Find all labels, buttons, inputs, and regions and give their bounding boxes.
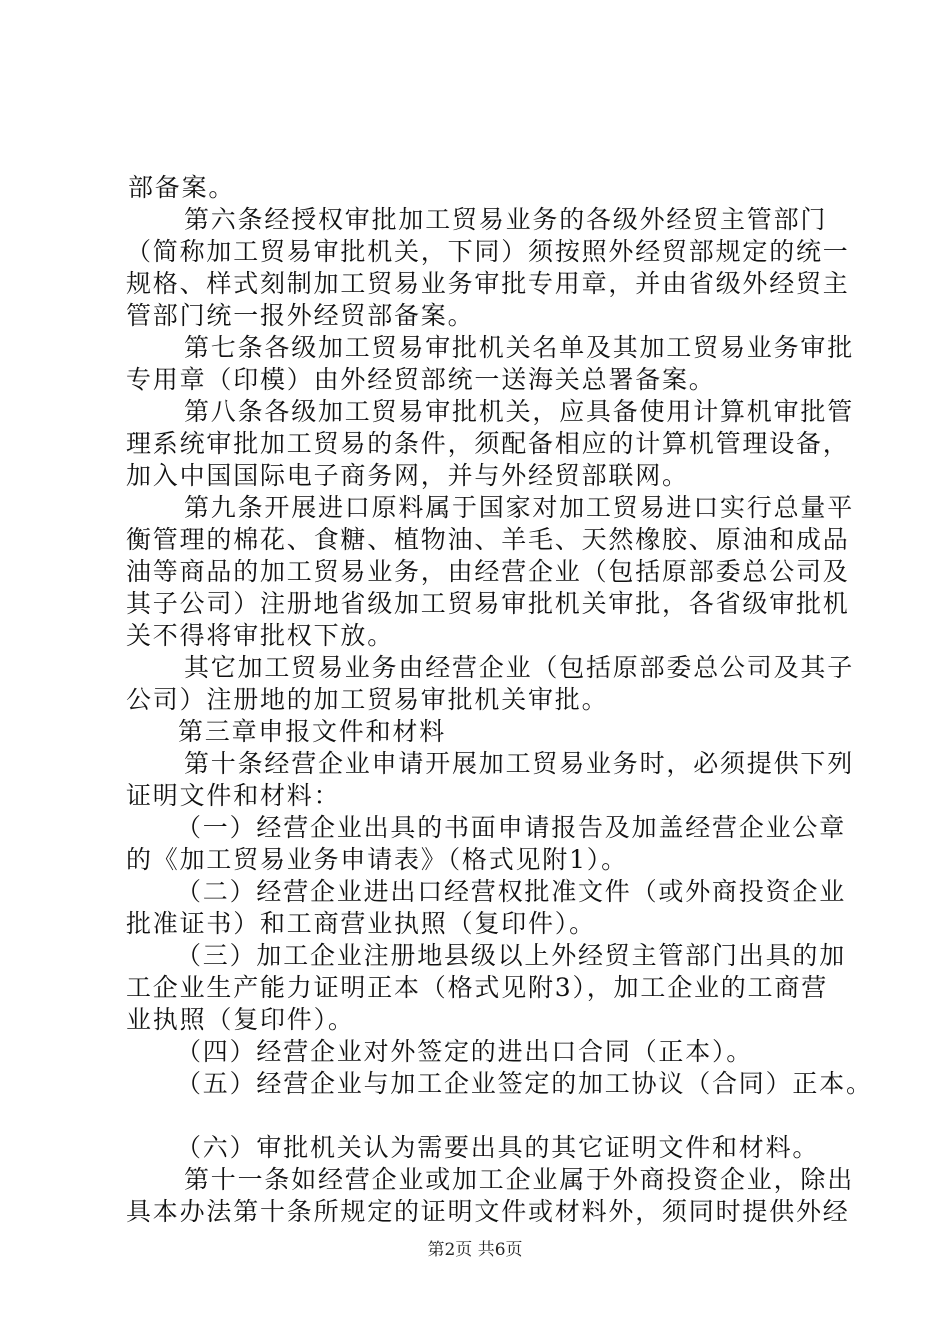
page-number-footer: 第2页 共6页 bbox=[427, 1240, 523, 1260]
text-line: 业执照（复印件）。 bbox=[126, 1005, 355, 1034]
text-line: 第九条开展进口原料属于国家对加工贸易进口实行总量平 bbox=[184, 493, 855, 522]
text-line: 管部门统一报外经贸部备案。 bbox=[126, 301, 475, 330]
text-line: 衡管理的棉花、食糖、植物油、羊毛、天然橡胶、原油和成品 bbox=[126, 525, 850, 554]
text-line: 其子公司）注册地省级加工贸易审批机关审批，各省级审批机 bbox=[126, 589, 850, 618]
text-line: 油等商品的加工贸易业务，由经营企业（包括原部委总公司及 bbox=[126, 557, 850, 586]
text-line: 部备案。 bbox=[128, 173, 236, 202]
text-line: 的《加工贸易业务申请表》（格式见附1）。 bbox=[126, 845, 628, 874]
text-line: 其它加工贸易业务由经营企业（包括原部委总公司及其子 bbox=[184, 653, 855, 682]
text-line: 第十条经营企业申请开展加工贸易业务时，必须提供下列 bbox=[184, 749, 855, 778]
text-line: 规格、样式刻制加工贸易业务审批专用章，并由省级外经贸主 bbox=[126, 269, 850, 298]
text-line: 工企业生产能力证明正本（格式见附3），加工企业的工商营 bbox=[126, 973, 829, 1002]
text-line: 具本办法第十条所规定的证明文件或材料外，须同时提供外经 bbox=[126, 1197, 850, 1226]
text-line: （三）加工企业注册地县级以上外经贸主管部门出具的加 bbox=[176, 941, 847, 970]
text-line: （二）经营企业进出口经营权批准文件（或外商投资企业 bbox=[176, 877, 847, 906]
text-line: 第八条各级加工贸易审批机关，应具备使用计算机审批管 bbox=[184, 397, 855, 426]
text-line: 第十一条如经营企业或加工企业属于外商投资企业，除出 bbox=[184, 1165, 855, 1194]
chapter-heading: 第三章申报文件和材料 bbox=[178, 717, 447, 746]
text-line: 批准证书）和工商营业执照（复印件）。 bbox=[126, 909, 596, 938]
text-line: 第七条各级加工贸易审批机关名单及其加工贸易业务审批 bbox=[184, 333, 855, 362]
text-line: （一）经营企业出具的书面申请报告及加盖经营企业公章 bbox=[176, 813, 847, 842]
text-line: （五）经营企业与加工企业签定的加工协议（合同）正本。 bbox=[176, 1069, 873, 1098]
text-line: 理系统审批加工贸易的条件，须配备相应的计算机管理设备， bbox=[126, 429, 850, 458]
text-line: 证明文件和材料： bbox=[126, 781, 341, 810]
text-line: （简称加工贸易审批机关，下同）须按照外经贸部规定的统一 bbox=[126, 237, 850, 266]
text-line: （六）审批机关认为需要出具的其它证明文件和材料。 bbox=[176, 1133, 820, 1162]
text-line: 专用章（印模）由外经贸部统一送海关总署备案。 bbox=[126, 365, 716, 394]
text-line: 公司）注册地的加工贸易审批机关审批。 bbox=[126, 685, 609, 714]
text-line: 关不得将审批权下放。 bbox=[126, 621, 395, 650]
text-line: （四）经营企业对外签定的进出口合同（正本）。 bbox=[176, 1037, 754, 1066]
text-line: 加入中国国际电子商务网，并与外经贸部联网。 bbox=[126, 461, 689, 490]
text-line: 第六条经授权审批加工贸易业务的各级外经贸主管部门 bbox=[184, 205, 828, 234]
